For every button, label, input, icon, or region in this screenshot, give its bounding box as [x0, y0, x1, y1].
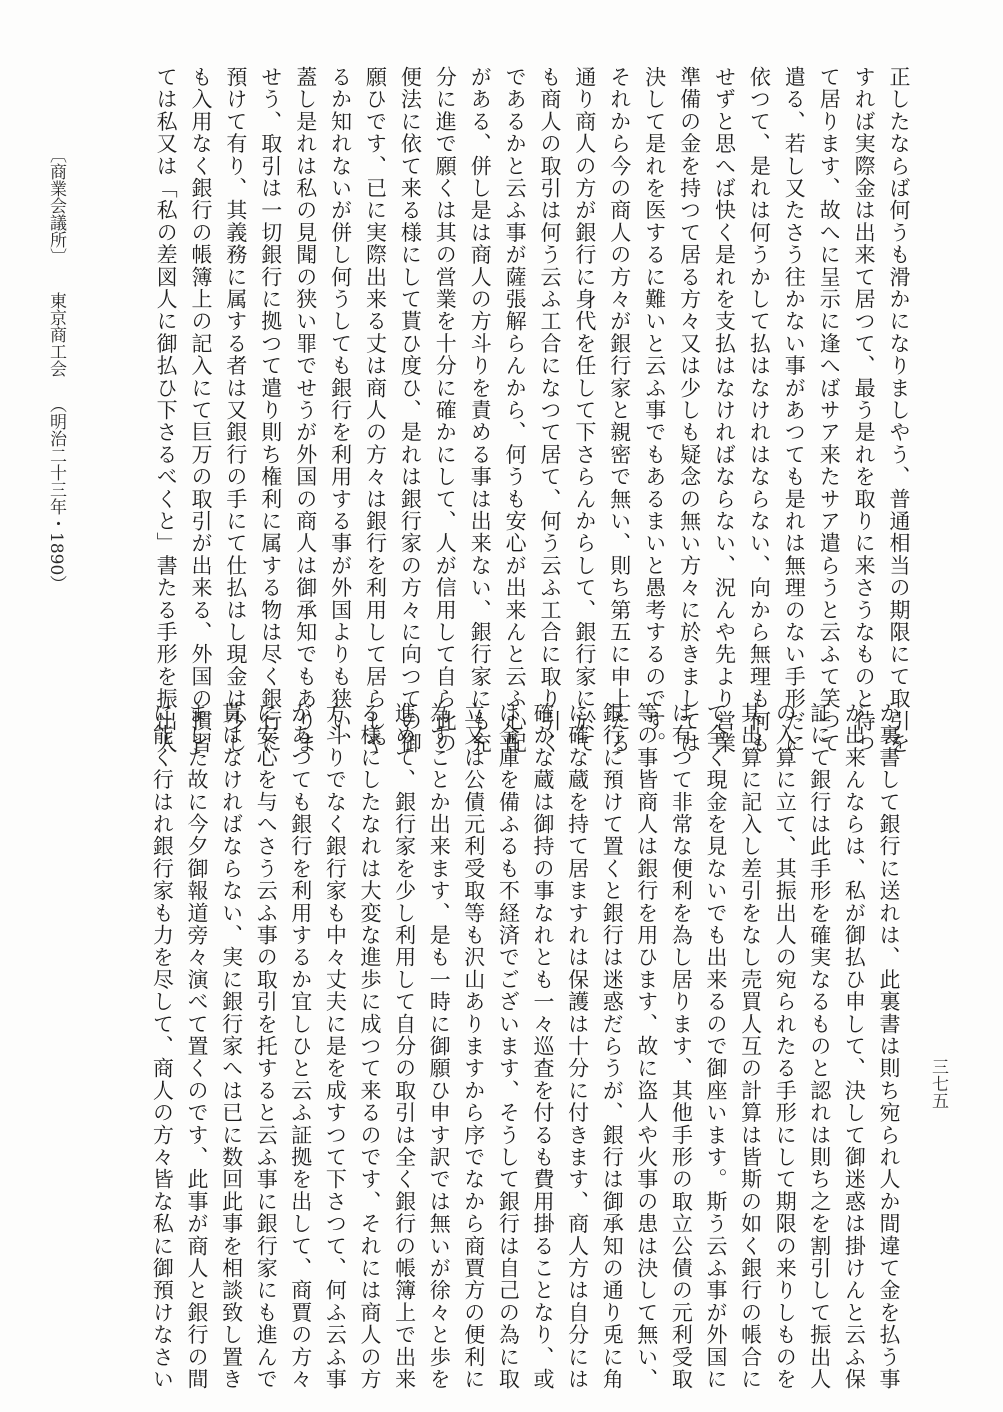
- text-column: 預けて有り、其義務に属する者は又銀行の手にて仕払はし現金は少し: [223, 66, 248, 755]
- text-column: 貰はなければならない、実に銀行家へは已に数回此事を相談致し置き: [219, 702, 244, 1391]
- text-column: も入用なく銀行の帳簿上の記入にて巨万の取引が出来る、外国の慣習: [189, 66, 213, 755]
- text-column: に安心を与へさう云ふ事の取引を托すると云ふ事に銀行家にも進んで: [254, 702, 279, 1391]
- text-column: 進めて、銀行家を少し利用して自分の取引は全く銀行の帳簿上で出来: [392, 702, 417, 1391]
- text-column: それから今の商人の方々が銀行家と親密で無い、則ち第五に申上たる: [607, 66, 632, 755]
- text-column: 正したならば何うも滑かになりましやう、普通相当の期限にて取引を: [887, 66, 911, 755]
- text-column: か裏書して銀行に送れは、此裏書は則ち宛られ人か間違て金を払う事: [877, 702, 901, 1391]
- text-column: であるかと云ふ事が薩張解らんから、何うも安心が出来んと云ふ心配: [503, 66, 528, 755]
- text-column: せう、取引は一切銀行に拠つて遣り則ち権利に属する物は尽く銀行に: [258, 66, 283, 755]
- text-column: 願ひです、已に実際出来る丈は商人の方々は銀行を利用して居らしや: [363, 66, 388, 755]
- text-column: があつても銀行を利用するか宜しひと云ふ証拠を出して、商賈の方々: [288, 702, 313, 1391]
- text-column: 方斗りでなく銀行家も中々丈夫に是を成すつて下さつて、何ふ云ふ事: [323, 702, 348, 1391]
- text-column: すれば実際金は出来て居つて、最う是れを取りに来さうなものと待つ: [852, 66, 877, 755]
- text-column: に確な蔵を持て居ますれは保護は十分に付きます、商人方は自分には: [565, 702, 590, 1391]
- text-column: に能く行はれ銀行家も力を尽して、商人の方々皆な私に御預けなさい: [150, 702, 175, 1391]
- text-column: 銀行に預けて置くと銀行は迷惑だらうが、銀行は御承知の通り兎に角: [600, 702, 625, 1391]
- text-column: 蓋し是れは私の見聞の狭い罪でせうが外国の商人は御承知でもありま: [293, 66, 318, 755]
- text-column: 準備の金を持つて居る方々又は少しも疑念の無い方々に於きましては: [677, 66, 702, 755]
- text-column: 確かな蔵は御持の事なれとも一々巡査を付るも費用掛ることなり、或: [531, 702, 555, 1391]
- text-column: て居ります、故へに呈示に逢へばサア来たサア遣らうと云ふて笑つて: [817, 66, 842, 755]
- text-column: 証にて銀行は此手形を確実なるものと認れは則ち之を割引して振出人: [807, 702, 832, 1391]
- text-column: が出来んならは、私が御払ひ申して、決して御迷惑は掛けんと云ふ保: [842, 702, 867, 1391]
- text-column: ました故に今夕御報道旁々演べて置くのです、此事が商人と銀行の間: [185, 702, 209, 1391]
- text-column: 遣る、若し又たさう往かない事があつても是れは無理のない手形だに: [782, 66, 807, 755]
- source-bracket-label: 〔商業会議所〕: [46, 146, 66, 265]
- text-column: るか知れないが併し何うしても銀行を利用する事が外国よりも狭い、: [328, 66, 353, 755]
- text-column: 通り商人の方が銀行に身代を任して下さらんからして、銀行家に於て: [572, 66, 597, 755]
- text-column: て全く現金を見ないでも出来るので御座います。斯う云ふ事が外国に: [704, 702, 728, 1391]
- text-column: る様にしたなれは大変な進歩に成つて来るのです、それには商人の方: [358, 702, 382, 1391]
- text-column: も商人の取引は何う云ふ工合になつて居て、何う云ふ工合に取り引く: [538, 66, 562, 755]
- text-column: 分に進で願くは其の営業を十分に確かにして、人が信用して自ら此の: [433, 66, 458, 755]
- text-column: 其出算に記入し差引をなし売買人互の計算は皆斯の如く銀行の帳合に: [738, 702, 763, 1391]
- page-number: 三七五: [928, 1058, 948, 1109]
- organization-label: 東京商工会: [46, 292, 66, 377]
- text-column: がある、併し是は商人の方斗りを責める事は出来ない、銀行家にも充: [468, 66, 493, 755]
- text-column: ては私又は「私の差図人に御払ひ下さるべくと」書たる手形を振出人: [154, 66, 179, 755]
- date-label: （明治二十三年・1890）: [46, 396, 66, 593]
- text-column: 等の事皆商人は銀行を用ひます、故に盗人や火事の患は決して無い、: [634, 702, 659, 1391]
- text-column: 便法に依て来る様にして貰ひ度ひ、是れは銀行家の方々に向つての御: [398, 66, 423, 755]
- text-column: せずと思へば快く是れを支払はなければならない、況んや先より営業: [712, 66, 737, 755]
- text-column: 為すことか出来ます、是も一時に御願ひ申す訳では無いが徐々と歩を: [427, 702, 452, 1391]
- text-column: 立又は公債元利受取等も沢山ありますから序でなから商賈方の便利に: [461, 702, 486, 1391]
- text-column: は有つて非常な便利を為し居ります、其他手形の取立公債の元利受取: [669, 702, 694, 1391]
- text-column: の入算に立て、其振出人の宛られたる手形にして期限の来りしものを: [773, 702, 798, 1391]
- text-column: 依つて、是れは何うかして払はなけれはならない、向から無理も何も: [747, 66, 772, 755]
- text-column: は金庫を備ふるも不経済でございます、そうして銀行は自己の為に取: [496, 702, 521, 1391]
- text-column: 決して是れを医するに難いと云ふ事でもあるまいと愚考するのです。: [642, 66, 667, 755]
